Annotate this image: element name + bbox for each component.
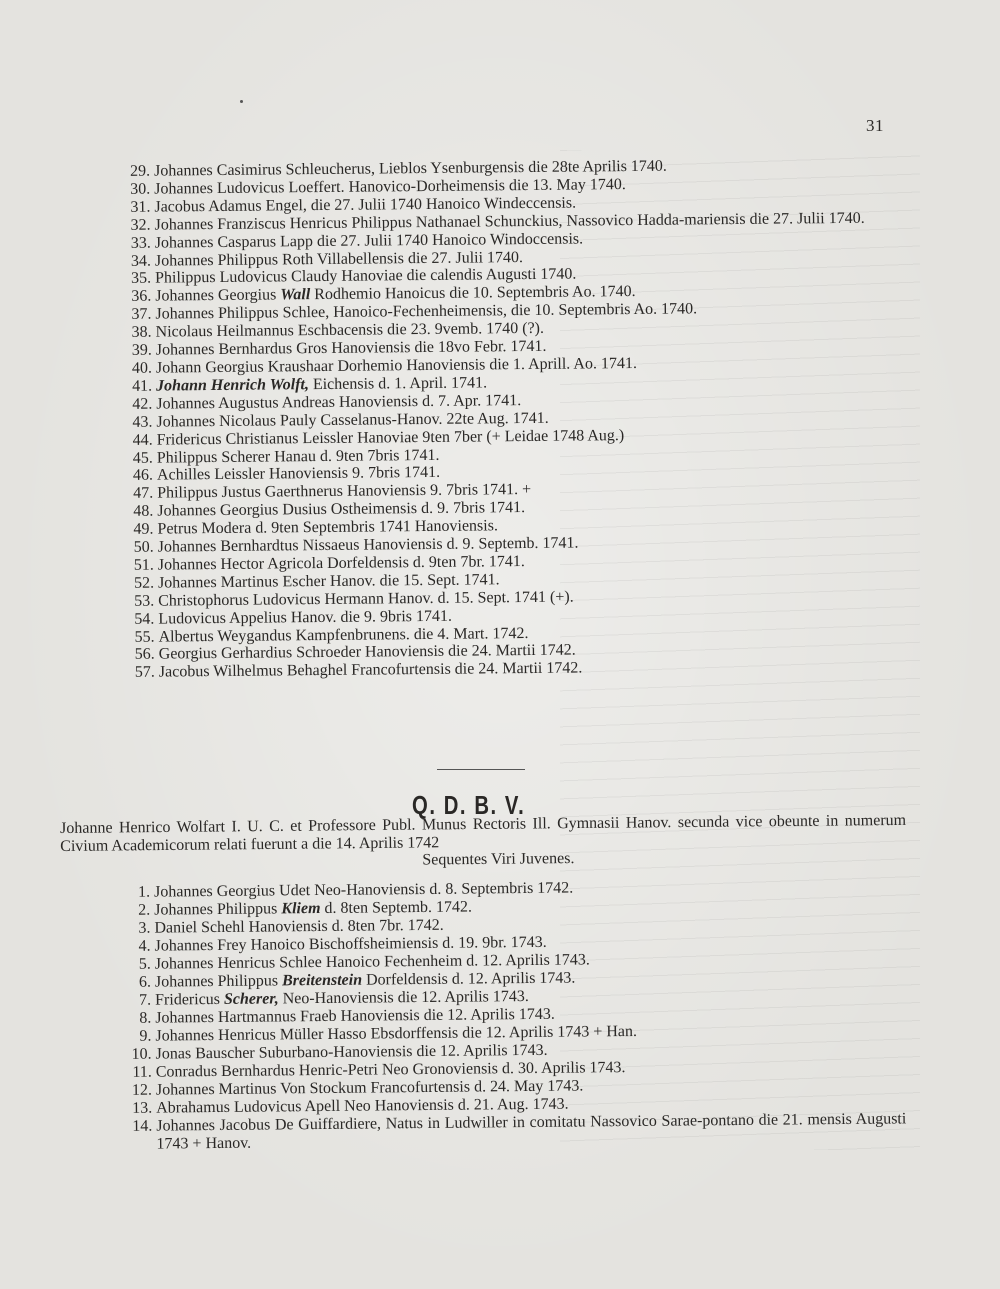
entry-text-part: Johannes Henricus Müller Hasso Ebsdorffensis die 12. Aprilis 1743 + Han.	[155, 1022, 638, 1045]
entry-text-part: Jacobus Adamus Engel, die 27. Julii 1740 Hanoico Windeccensis.	[154, 194, 577, 216]
entry-text-part: Johannes Philippus	[154, 900, 282, 919]
entry-number: 29.	[129, 162, 151, 180]
entry-number: 5.	[138, 955, 151, 973]
entry-text-part: Albertus Weygandus Kampfenbrunens. die 4. Mart. 1742.	[158, 624, 529, 646]
entry-number: 12.	[131, 1081, 153, 1099]
entry-text-part: Johannes Martinus Escher Hanov. die 15. Sept. 1741.	[157, 571, 500, 592]
entry-text-part: Johannes Philippus Schlee, Hanoico-Fechenheimensis, die 10. Septembris Ao. 1740.	[155, 300, 698, 323]
entry-text-part: Johannes Jacobus De Guiffardiere, Natus in Ludwiller in comitatu Nassovico Sarae-pontano die 21. mensis Augusti 1743 + Hanov.	[156, 1110, 907, 1153]
entry-number: 4.	[138, 937, 151, 955]
blackletter-name: Johann Henrich Wolft,	[156, 375, 309, 395]
entry-text-part: Ludovicus Appelius Hanov. die 9. 9bris 1741.	[158, 607, 453, 628]
entry-number: 38.	[131, 323, 152, 341]
entry-number: 1.	[137, 883, 151, 901]
entry-text-part: Johannes Hector Agricola Dorfeldensis d. 9ten 7br. 1741.	[157, 552, 525, 574]
entry-number: 8.	[139, 1009, 152, 1027]
entry-text-part: Philippus Scherer Hanau d. 9ten 7bris 1741.	[156, 446, 440, 467]
entry-text-part: Johannes Casimirus Schleucherus, Lieblos Ysenburgensis die 28te Aprilis 1740.	[153, 157, 667, 180]
entry-text-part: Jonas Bauscher Suburbano-Hanoviensis die 12. Aprilis 1743.	[155, 1041, 548, 1063]
list-item	[114, 1110, 914, 1154]
entry-text-part: Fridericus	[155, 990, 225, 1009]
entry-text-part: Johannes Bernhardus Gros Hanoviensis die 18vo Febr. 1741.	[155, 337, 547, 359]
entry-text-part: Johannes Frey Hanoico Bischoffsheimiensis d. 19. 9br. 1743.	[154, 933, 547, 955]
ink-speck	[240, 100, 243, 103]
entry-text-part: Johannes Philippus Roth Villabellensis die 27. Julii 1740.	[154, 248, 524, 270]
entry-text-part: Philippus Justus Gaerthnerus Hanoviensis 9. 7bris 1741. +	[157, 481, 532, 502]
entry-text-part: Fridericus Christianus Leissler Hanoviae 9ten 7ber (+ Leidae 1748 Aug.)	[156, 426, 625, 449]
entry-text-part: Johannes Georgius Dusius Ostheimensis d. 9. 7bris 1741.	[157, 499, 526, 520]
entry-number: 36.	[131, 287, 152, 306]
entry-number: 56.	[134, 646, 155, 664]
entry-number: 51.	[133, 556, 154, 574]
entry-text-part: Johannes Nicolaus Pauly Casselanus-Hanov. 22te Aug. 1741.	[156, 409, 549, 431]
section-divider	[437, 769, 525, 770]
entry-text-part: Neo-Hanoviensis die 12. Aprilis 1743.	[278, 988, 529, 1008]
entry-number: 55.	[134, 628, 155, 646]
intro-paragraph: Johanne Henrico Wolfart I. U. C. et Professore Publ. Munus Rectoris Ill. Gymnasii Hanov. secunda vice obeunte in numerum Civium Academicorum relati fuerunt a die 14. Aprilis 1742	[60, 811, 907, 855]
blackletter-name: Kliem	[281, 900, 321, 918]
section-heading: Q. D. B. V.	[412, 790, 526, 820]
entry-number: 3.	[138, 919, 151, 937]
entry-number: 42.	[132, 395, 153, 413]
entry-text-part: Abrahamus Ludovicus Apell Neo Hanoviensis d. 21. Aug. 1743.	[156, 1095, 569, 1117]
entry-number: 41.	[132, 377, 153, 395]
rectorate-intro	[60, 812, 906, 873]
entry-number: 44.	[132, 431, 153, 449]
entry-text	[156, 1110, 906, 1153]
entry-number: 46.	[132, 467, 154, 485]
blackletter-name: Breitenstein	[281, 971, 363, 990]
enrollment-list-1740-1742	[112, 155, 917, 682]
entry-text-part: Achilles Leissler Hanoviensis 9. 7bris 1741.	[156, 464, 441, 484]
entry-number: 32.	[130, 216, 151, 234]
entry-number: 6.	[138, 973, 152, 991]
entry-text-part: Johannes Ludovicus Loeffert. Hanovico-Dorheimensis die 13. May 1740.	[154, 175, 626, 198]
entry-text-part: Nicolaus Heilmannus Eschbacensis die 23. 9vemb. 1740 (?).	[155, 320, 545, 341]
entry-text-part: Johannes Casparus Lapp die 27. Julii 1740 Hanoico Windoccensis.	[154, 230, 584, 252]
entry-text-part: Conradus Bernhardus Henric-Petri Neo Gronoviensis d. 30. Aprilis 1743.	[155, 1059, 626, 1081]
entry-number: 33.	[130, 234, 151, 252]
entry-number: 47.	[133, 484, 154, 503]
entry-number: 50.	[133, 538, 154, 556]
entry-text-part: d. 8ten Septemb. 1742.	[320, 898, 473, 917]
entry-number: 39.	[131, 341, 152, 359]
entry-text-part: Johannes Georgius	[155, 286, 281, 305]
entry-number: 43.	[132, 413, 153, 431]
entry-text-part: Philippus Ludovicus Claudy Hanoviae die calendis Augusti 1740.	[155, 265, 577, 288]
entry-number: 10.	[131, 1045, 152, 1063]
entry-number: 9.	[139, 1027, 152, 1045]
entry-number: 2.	[138, 901, 151, 919]
entry-number: 48.	[133, 502, 154, 521]
entry-text-part: Rodhemio Hanoicus die 10. Septembris Ao. 1740.	[310, 283, 636, 304]
enrollment-list-1742-1743	[112, 876, 915, 1154]
entry-number: 31.	[130, 198, 151, 216]
entry-number: 54.	[134, 610, 155, 628]
entry-number: 35.	[131, 270, 152, 288]
entry-text-part: Petrus Modera d. 9ten Septembris 1741 Hanoviensis.	[157, 517, 498, 538]
entry-text-part: Johannes Philippus	[154, 972, 283, 991]
entry-number: 57.	[134, 663, 155, 682]
intro-center-line: Sequentes Viri Juvenes.	[422, 850, 575, 869]
entry-number: 49.	[133, 520, 154, 538]
entry-text-part: Johannes Bernhardtus Nissaeus Hanoviensis d. 9. Septemb. 1741.	[157, 534, 579, 556]
page-number: 31	[866, 116, 884, 135]
entry-text-part: Dorfeldensis d. 12. Aprilis 1743.	[361, 969, 576, 989]
entry-text-part: Johannes Franziscus Henricus Philippus Nathanael Schunckius, Nassovico Hadda-mariensis die 27. Julii 1740.	[154, 209, 865, 234]
entry-text-part: Eichensis d. 1. April. 1741.	[308, 374, 488, 393]
entry-number: 52.	[133, 574, 155, 592]
entry-text-part: Christophorus Ludovicus Hermann Hanov. d. 15. Sept. 1741 (+).	[158, 588, 574, 610]
entry-number: 45.	[132, 449, 153, 467]
entry-text-part: Johannes Augustus Andreas Hanoviensis d. 7. Apr. 1741.	[156, 391, 522, 413]
entry-number: 14.	[132, 1117, 153, 1135]
entry-number: 7.	[139, 991, 152, 1009]
entry-text-part: Jacobus Wilhelmus Behaghel Francofurtensis die 24. Martii 1742.	[158, 659, 583, 681]
entry-number: 40.	[131, 359, 153, 377]
entry-number: 53.	[134, 592, 155, 610]
entry-text-part: Johann Georgius Kraushaar Dorhemio Hanoviensis die 1. Aprill. Ao. 1741.	[155, 354, 637, 377]
entry-text-part: Johannes Henricus Schlee Hanoico Fechenheim d. 12. Aprilis 1743.	[154, 951, 590, 973]
blackletter-name: Wall	[280, 286, 311, 304]
entry-number: 34.	[130, 252, 152, 270]
entry-text-part: Georgius Gerhardius Schroeder Hanoviensis die 24. Martii 1742.	[158, 642, 576, 664]
blackletter-name: Scherer,	[223, 990, 279, 1008]
entry-text-part: Johannes Georgius Udet Neo-Hanoviensis d. 8. Septembris 1742.	[153, 879, 574, 901]
entry-number: 30.	[130, 180, 151, 198]
entry-number: 13.	[132, 1099, 153, 1117]
entry-text	[159, 660, 583, 682]
entry-number: 37.	[131, 305, 152, 324]
entry-number: 11.	[132, 1063, 152, 1081]
entry-text-part: Johannes Hartmannus Fraeb Hanoviensis die 12. Aprilis 1743.	[155, 1005, 555, 1027]
entry-text-part: Johannes Martinus Von Stockum Francofurtensis d. 24. May 1743.	[155, 1077, 584, 1099]
entry-text-part: Daniel Schehl Hanoviensis d. 8ten 7br. 1742.	[154, 916, 444, 937]
